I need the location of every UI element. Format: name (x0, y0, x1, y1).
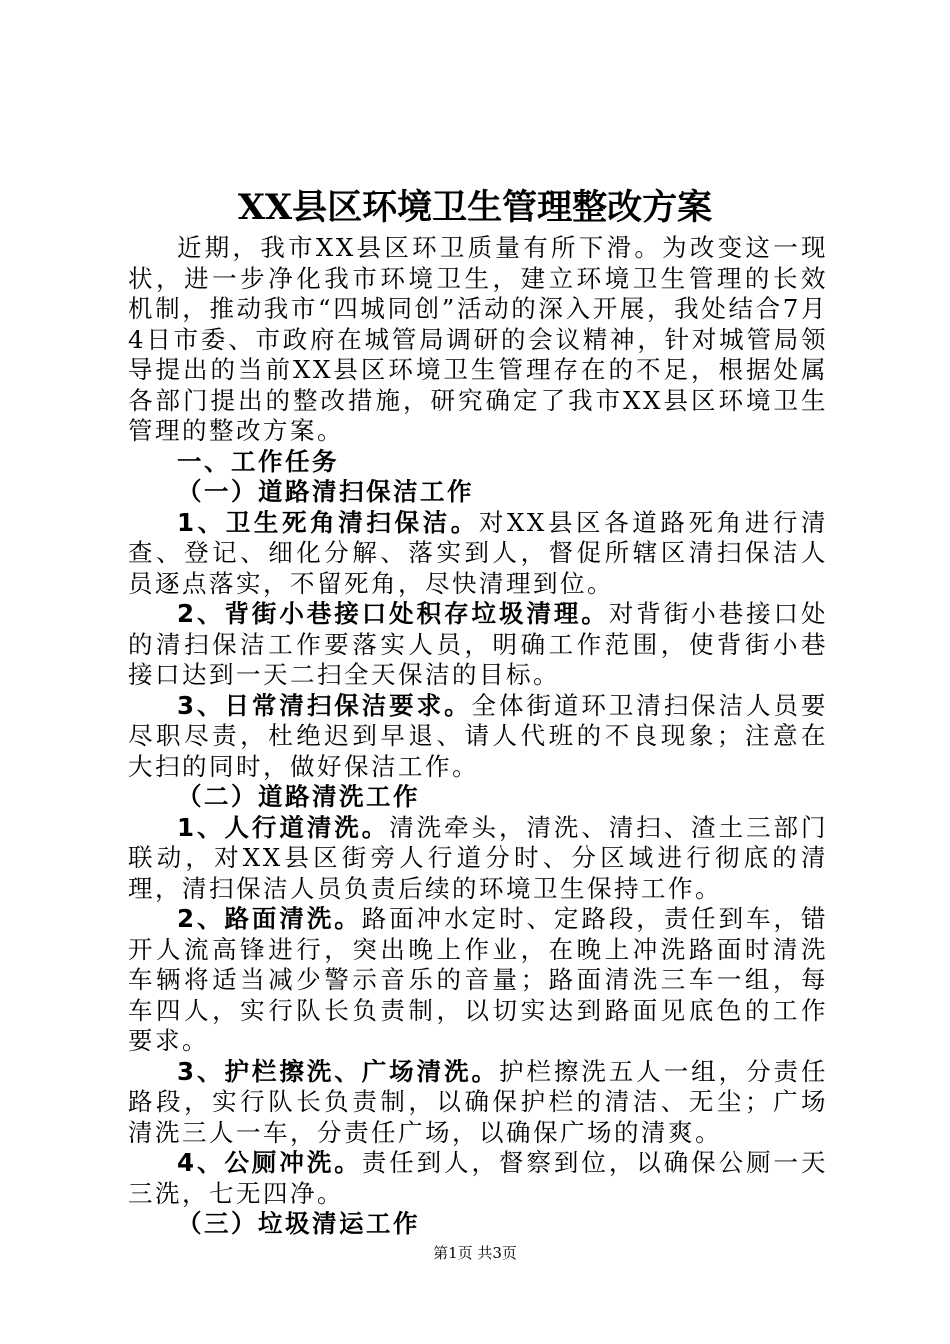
task-item (128, 599, 828, 691)
task-item-lead: 3、护栏擦洗、广场清洗。 (177, 1056, 499, 1086)
task-item (128, 508, 828, 600)
subsection-heading-garbage-removal: （三）垃圾清运工作 (177, 1209, 420, 1238)
document-body (128, 233, 828, 1240)
task-item-text: 护栏擦洗五人一组，分责任路段，实行队长负责制，以确保护栏的清洁、无尘；广场清洗三人一车，分责任广场，以确保广场的清爽。 (128, 1056, 828, 1147)
task-item-lead: 3、日常清扫保洁要求。 (177, 690, 472, 720)
section-heading-work-tasks: 一、工作任务 (177, 446, 339, 476)
task-item (128, 813, 828, 905)
task-item-text: 对背街小巷接口处的清扫保洁工作要落实人员，明确工作范围，使背街小巷接口达到一天二扫全天保洁的目标。 (128, 599, 829, 689)
task-item-lead: 4、公厕冲洗。 (177, 1148, 362, 1177)
task-item-lead: 2、路面清洗。 (177, 904, 362, 933)
task-item-text: 全体街道环卫清扫保洁人员要尽职尽责，杜绝迟到早退、请人代班的不良现象；注意在大扫的同时，做好保洁工作。 (128, 690, 828, 781)
task-item (128, 1148, 828, 1209)
task-item-text: 对XX县区各道路死角进行清查、登记、细化分解、落实到人，督促所辖区清扫保洁人员逐点落实，不留死角，尽快清理到位。 (128, 507, 828, 598)
task-item (128, 1057, 828, 1149)
task-item-text: 责任到人，督察到位，以确保公厕一天三洗，七无四净。 (128, 1148, 829, 1208)
task-item-text: 路面冲水定时、定路段，责任到车，错开人流高锋进行，突出晚上作业，在晚上冲洗路面时清洗车辆将适当减少警示音乐的音量；路面清洗三车一组，每车四人，实行队长负责制，以切实达到路面见底色的工作要求。 (128, 904, 829, 1055)
page-number-footer: 第1页 共3页 (433, 1244, 517, 1262)
subsection-heading-road-sweeping: （一）道路清扫保洁工作 (177, 477, 474, 506)
intro-paragraph: 近期，我市XX县区环卫质量有所下滑。为改变这一现状，进一步净化我市环境卫生，建立环境卫生管理的长效机制，推动我市“四城同创”活动的深入开展，我处结合7月4日市委、市政府在城管局调研的会议精神，针对城管局领导提出的当前XX县区环境卫生管理存在的不足，根据处属各部门提出的整改措施，研究确定了我市XX县区环境卫生管理的整改方案。 (128, 233, 828, 445)
task-item-lead: 2、背街小巷接口处积存垃圾清理。 (177, 599, 609, 628)
task-item (128, 904, 828, 1057)
task-item-lead: 1、人行道清洗。 (177, 812, 390, 842)
task-item-text: 清洗牵头，清洗、清扫、渣土三部门联动，对XX县区街旁人行道分时、分区域进行彻底的清理，清扫保洁人员负责后续的环境卫生保持工作。 (128, 812, 829, 903)
task-item-lead: 1、卫生死角清扫保洁。 (177, 507, 479, 537)
document-title: XX县区环境卫生管理整改方案 (237, 187, 713, 228)
task-item (128, 691, 828, 783)
subsection-heading-road-washing: （二）道路清洗工作 (177, 782, 420, 811)
